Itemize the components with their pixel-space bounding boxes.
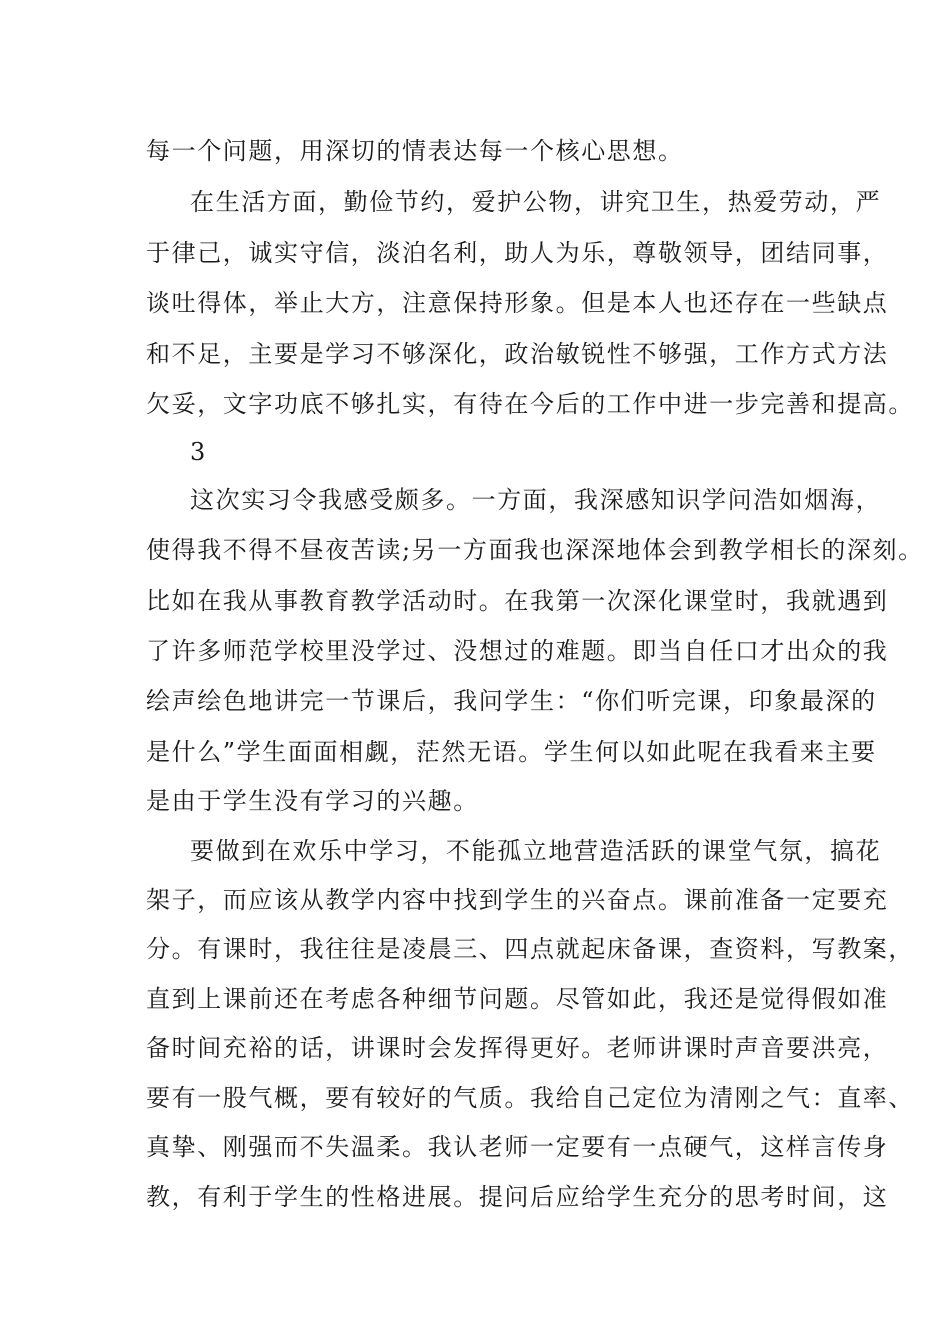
text-line: 绘声绘色地讲完一节课后，我问学生：“你们听完课，印象最深的 xyxy=(146,687,877,715)
text-line: 每一个问题，用深切的情表达每一个核心思想。 xyxy=(146,137,684,165)
text-line: 备时间充裕的话，讲课时会发挥得更好。老师讲课时声音要洪亮， xyxy=(146,1034,889,1062)
text-line: 了许多师范学校里没学过、没想过的难题。即当自任口才出众的我 xyxy=(146,637,889,665)
text-line: 要有一股气概，要有较好的气质。我给自己定位为清刚之气：直率、 xyxy=(146,1084,914,1112)
text-line: 和不足，主要是学习不够深化，政治敏锐性不够强，工作方式方法 xyxy=(146,340,889,368)
text-line: 教，有利于学生的性格进展。提问后应给学生充分的思考时间，这 xyxy=(146,1183,889,1211)
text-line: 直到上课前还在考虑各种细节问题。尽管如此，我还是觉得假如准 xyxy=(146,985,889,1013)
text-line: 架子，而应该从教学内容中找到学生的兴奋点。课前准备一定要充 xyxy=(146,886,889,914)
text-line: 要做到在欢乐中学习，不能孤立地营造活跃的课堂气氛，搞花 xyxy=(190,837,882,865)
text-line: 欠妥，文字功底不够扎实，有待在今后的工作中进一步完善和提高。 xyxy=(146,390,914,418)
text-line: 谈吐得体，举止大方，注意保持形象。但是本人也还存在一些缺点 xyxy=(146,289,889,317)
text-line: 这次实习令我感受颇多。一方面，我深感知识学问浩如烟海， xyxy=(190,486,882,514)
text-line: 分。有课时，我往往是凌晨三、四点就起床备课，查资料，写教案， xyxy=(146,935,914,963)
text-line: 是什么”学生面面相觑，茫然无语。学生何以如此呢在我看来主要 xyxy=(146,738,877,766)
text-line: 比如在我从事教育教学活动时。在我第一次深化课堂时，我就遇到 xyxy=(146,587,889,615)
text-line: 使得我不得不昼夜苦读;另一方面我也深深地体会到教学相长的深刻。 xyxy=(146,536,924,564)
text-line: 是由于学生没有学习的兴趣。 xyxy=(146,787,479,815)
text-line: 于律己，诚实守信，淡泊名利，助人为乐，尊敬领导，团结同事， xyxy=(146,239,889,267)
text-line: 真挚、刚强而不失温柔。我认老师一定要有一点硬气，这样言传身 xyxy=(146,1133,889,1161)
text-line: 在生活方面，勤俭节约，爱护公物，讲究卫生，热爱劳动，严 xyxy=(190,188,882,216)
section-number: 3 xyxy=(190,438,207,466)
